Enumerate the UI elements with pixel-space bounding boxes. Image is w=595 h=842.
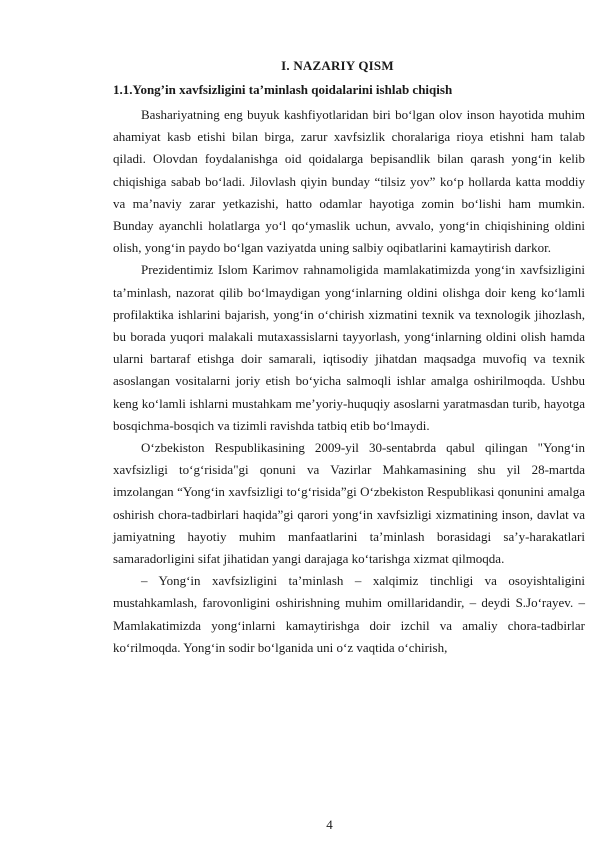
paragraph-4: – Yong‘in xavfsizligini ta’minlash – xalqimiz tinchligi va osoyishtaligini mustahkamlash, farovonligini oshirishning muhim omillaridandir, – deydi S.Jo‘rayev. – Mamlakatimizda yong‘inlarni kamaytirishga doir izchil va amaliy chora-tadbirlar ko‘rilmoqda. Yong‘in sodir bo‘lganida uni o‘z vaqtida o‘chirish,: [113, 573, 585, 655]
paragraph-1: Bashariyatning eng buyuk kashfiyotlaridan biri bo‘lgan olov inson hayotida muhim ahamiyat kasb etishi bilan birga, zarur xavfsizlik choralariga rioya etishni ham talab qiladi. Olovdan foydalanishga oid qoidalarga bepisandlik bilan qarash yong‘in kelib chiqishiga sabab bo‘ladi. Jilovlash qiyin bunday “tilsiz yov” ko‘p hollarda katta moddiy va ma’naviy zarar yetkazishi, hatto odamlar hayotiga zomin bo‘lishi ham mumkin. Bunday ayanchli holatlarga yo‘l qo‘ymaslik uchun, avvalo, yong‘in chiqishining oldini olish, yong‘in paydo bo‘lgan vaziyatda uning salbiy oqibatlarini kamaytirish darkor.: [113, 107, 585, 256]
paragraph-3: O‘zbekiston Respublikasining 2009-yil 30-sentabrda qabul qilingan "Yong‘in xavfsizligi to‘g‘risida"gi qonuni va Vazirlar Mahkamasining shu yil 28-martda imzolangan “Yong‘in xavfsizligi to‘g‘risida”gi O‘zbekiston Respublikasi qonunini amalga oshirish chora-tadbirlari haqida”gi qarori yong‘in xavfsizligi xizmatining inson, davlat va jamiyatning hayotiy muhim manfaatlarini ta’minlash borasidagi sa’y-harakatlari samaradorligini sifat jihatidan yangi darajaga ko‘tarishga xizmat qilmoqda.: [113, 440, 585, 567]
section-heading: 1.1.Yong’in xavfsizligini ta’minlash qoidalarini ishlab chiqish: [113, 82, 453, 97]
body-text: [113, 104, 585, 659]
paragraph-2: Prezidentimiz Islom Karimov rahnamoligida mamlakatimizda yong‘in xavfsizligini ta’minlash, nazorat qilib bo‘lmaydigan yong‘inlarning oldini olishga doir keng ko‘lamli profilaktika ishlarini bajarish, yong‘in o‘chirish xizmatini texnik va texnologik jihozlash, bu borada yuqori malakali mutaxassislarni tayyorlash, yong‘inlarning oldini olish hamda ularni bartaraf etishga doir samarali, iqtisodiy jihatdan maqsadga muvofiq va texnik asoslangan vositalarni joriy etish bo‘yicha salmoqli ishlar amalga oshirilmoqda. Ushbu keng ko‘lamli ishlarni mustahkam me’yoriy-huquqiy asoslarni yaratmasdan turib, hayotga bosqichma-bosqich va tizimli ravishda tatbiq etib bo‘lmaydi.: [113, 262, 585, 433]
page-number: 4: [326, 817, 333, 832]
chapter-title: I. NAZARIY QISM: [281, 58, 394, 73]
